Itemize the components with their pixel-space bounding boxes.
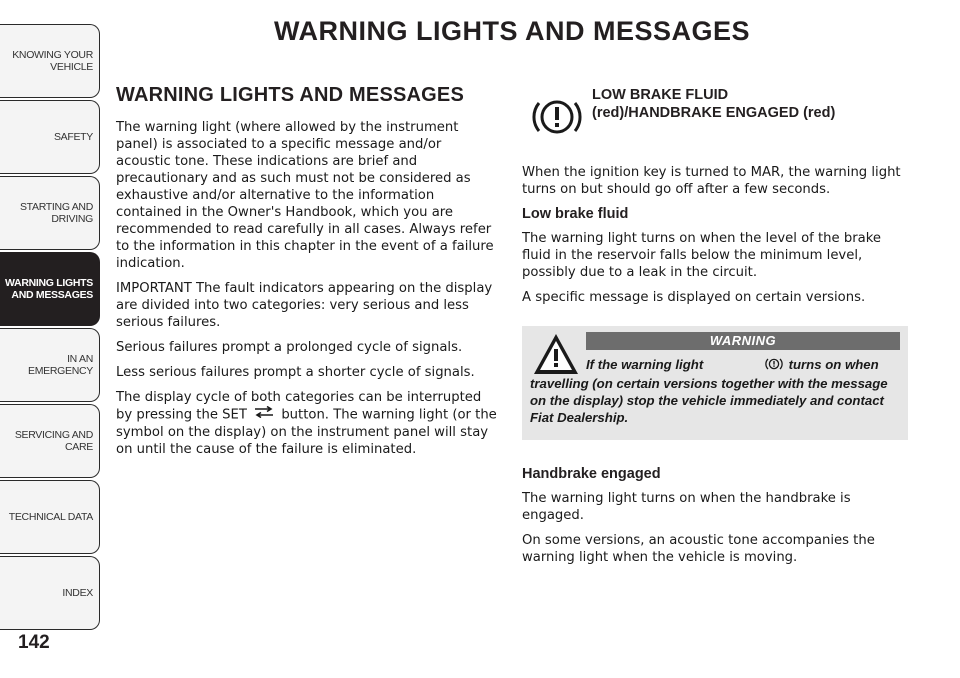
handbrake-paragraph: The warning light turns on when the handbrake is engaged.	[522, 490, 851, 523]
display-cycle-text-end: button. The warning light (or the symbol on the display) on the instrument panel will stay on until the cause of the failure is eliminated.	[116, 407, 497, 457]
intro-paragraph: The warning light (where allowed by the instrument panel) is associated to a specific message and/or acoustic tone. These indications are brief and precautionary and as such must not be considered as exhaustive and/or alternative to the information contained in the Owner's Handbook, which you are recommended to read carefully in all cases. Always refer to the information in this chapter in the event of a failure indication.	[116, 120, 494, 271]
tab-technical-data[interactable]: TECHNICAL DATA	[0, 480, 100, 554]
display-cycle-paragraph	[116, 389, 498, 458]
important-paragraph: IMPORTANT The fault indicators appearing on the display are divided into two categories: very serious and less serious failures.	[116, 281, 493, 330]
low-brake-fluid-paragraph: The warning light turns on when the level of the brake fluid in the reservoir falls below the minimum level, possibly due to a leak in the circuit.	[522, 231, 881, 280]
tab-in-an-emergency[interactable]: IN AN EMERGENCY	[0, 328, 100, 402]
tab-servicing-and-care[interactable]: SERVICING AND CARE	[0, 404, 100, 478]
warning-text-end: turns on when travelling (on certain versions together with the message on the display) stop the vehicle immediately and contact Fiat Dealership.	[530, 357, 888, 425]
serious-failures-paragraph: Serious failures prompt a prolonged cycle of signals.	[116, 340, 463, 355]
tab-starting-and-driving[interactable]: STARTING AND DRIVING	[0, 176, 100, 250]
tab-knowing-your-vehicle[interactable]: KNOWING YOUR VEHICLE	[0, 24, 100, 98]
warning-light-title-line2: (red)/HANDBRAKE ENGAGED (red)	[592, 105, 836, 121]
warning-text	[530, 356, 900, 426]
warning-text-start: If the warning light	[586, 357, 704, 372]
page-title: WARNING LIGHTS AND MESSAGES	[273, 16, 751, 46]
tab-safety[interactable]: SAFETY	[0, 100, 100, 174]
handbrake-heading: Handbrake engaged	[522, 465, 661, 482]
warning-label: WARNING	[586, 332, 900, 350]
brake-warning-inline-icon	[709, 357, 783, 375]
right-column	[522, 86, 908, 574]
brake-warning-icon	[530, 90, 584, 148]
acoustic-tone-paragraph: On some versions, an acoustic tone accompanies the warning light when the vehicle is moving.	[522, 532, 875, 565]
less-serious-failures-paragraph: Less serious failures prompt a shorter cycle of signals.	[116, 365, 475, 380]
set-button-icon	[253, 406, 275, 423]
warning-box	[522, 326, 908, 440]
left-column	[116, 84, 498, 466]
warning-light-header	[522, 86, 908, 152]
page-number: 142	[18, 632, 50, 653]
display-cycle-text-start: The display cycle of both categories can be interrupted by pressing the SET	[116, 390, 482, 423]
low-brake-fluid-heading: Low brake fluid	[522, 206, 629, 222]
section-title: WARNING LIGHTS AND MESSAGES	[116, 84, 465, 106]
tab-index[interactable]: INDEX	[0, 556, 100, 630]
warning-light-title-line1: LOW BRAKE FLUID	[592, 87, 729, 103]
tab-warning-lights-and-messages[interactable]: WARNING LIGHTS AND MESSAGES	[0, 252, 100, 326]
specific-message-paragraph: A specific message is displayed on certain versions.	[522, 290, 866, 305]
warning-triangle-icon	[532, 332, 580, 380]
ignition-paragraph: When the ignition key is turned to MAR, the warning light turns on but should go off after a few seconds.	[522, 165, 901, 197]
warning-light-title	[592, 86, 835, 122]
